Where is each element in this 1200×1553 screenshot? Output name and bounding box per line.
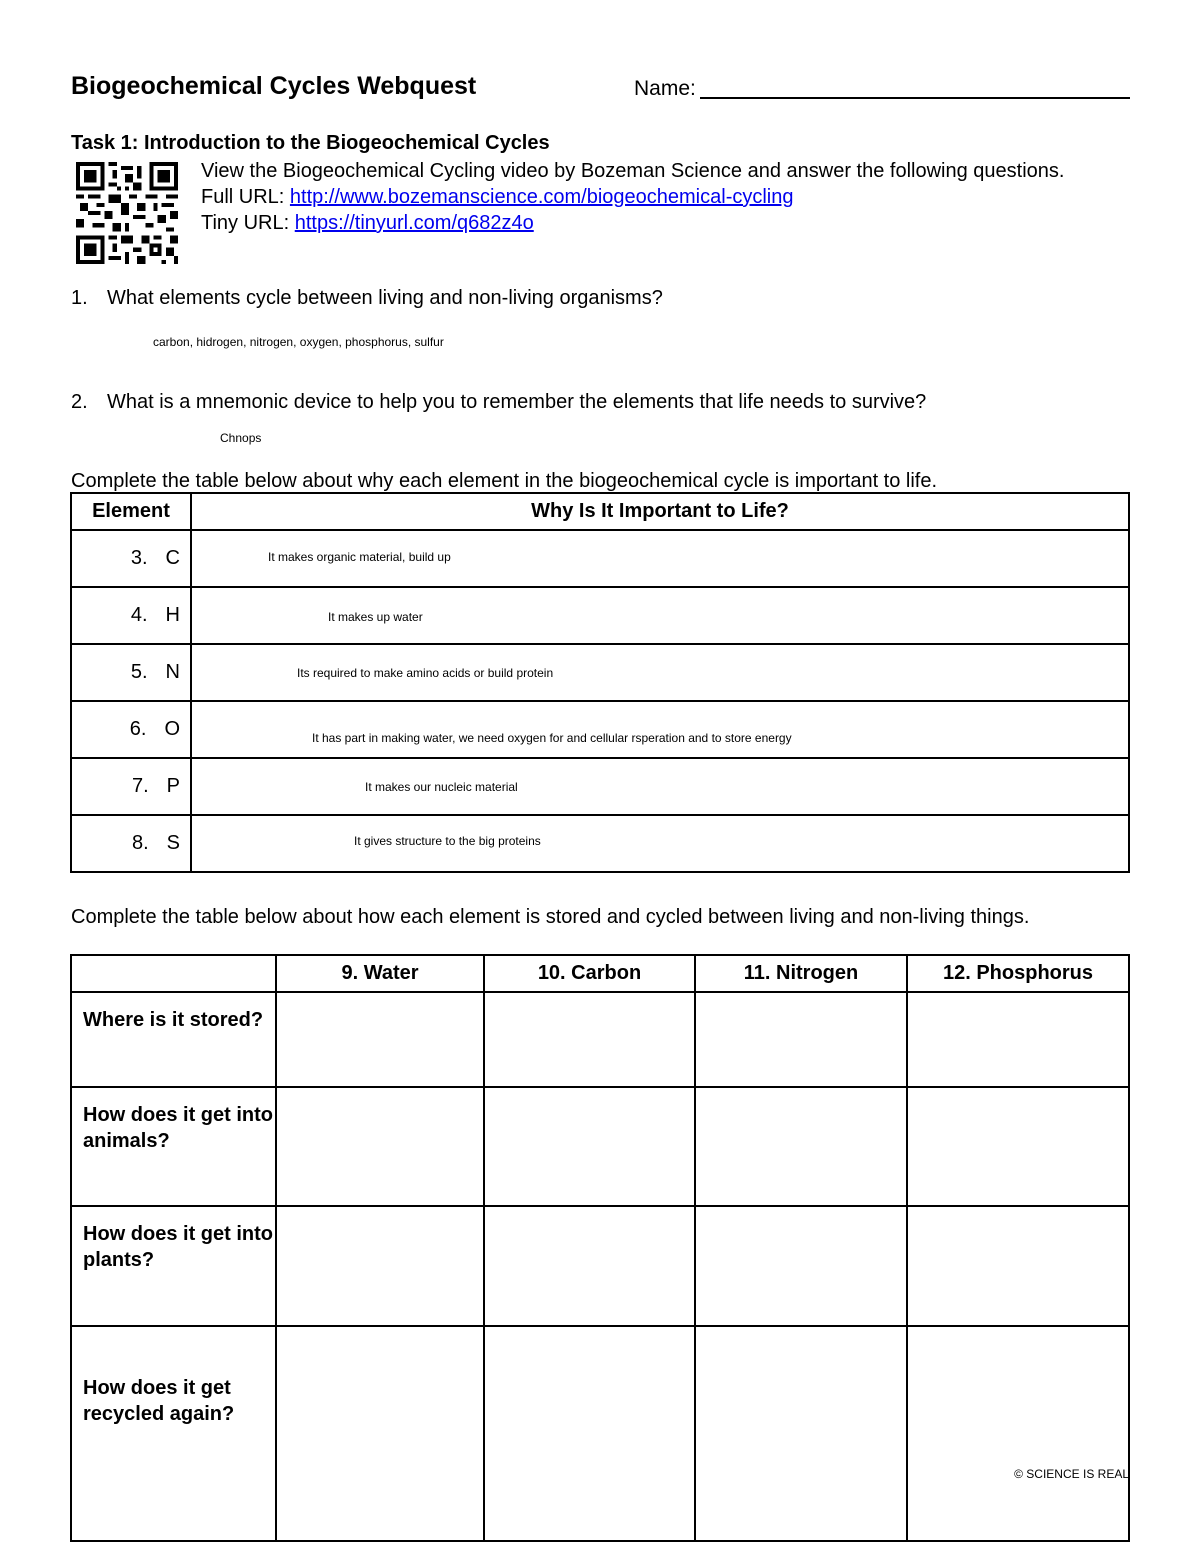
why-cell[interactable]: Its required to make amino acids or build protein [191,644,1129,701]
question-number: 2. [71,391,88,413]
cycles-table [70,954,1130,1542]
row-label: How does it get into plants? [71,1206,276,1326]
header-water: 9. Water [276,955,484,992]
table-row [71,992,1129,1087]
importance-table [70,492,1130,873]
name-label: Name: [634,77,696,100]
table-row [71,644,1129,701]
header-element: Element [71,493,191,530]
table-header-row [71,955,1129,992]
answer-cell[interactable] [695,1326,907,1541]
full-url-label: Full URL: [201,186,285,208]
header-carbon: 10. Carbon [484,955,695,992]
tiny-url-link[interactable]: https://tinyurl.com/q682z4o [294,212,534,234]
task-intro [201,158,1101,236]
element-cell: 8. S [71,815,191,872]
tiny-url-line [201,210,1101,236]
answer-1[interactable]: carbon, hidrogen, nitrogen, oxygen, phosphorus, sulfur [153,335,444,349]
tiny-url-label: Tiny URL: [201,212,290,234]
answer-cell[interactable] [276,1087,484,1206]
answer-2[interactable]: Chnops [220,431,262,445]
table-row [71,1087,1129,1206]
element-cell: 7. P [71,758,191,815]
answer-cell[interactable] [695,1206,907,1326]
element-cell: 5. N [71,644,191,701]
copyright-footer: © SCIENCE IS REAL [1014,1467,1129,1481]
answer-cell[interactable] [907,1206,1129,1326]
header-nitrogen: 11. Nitrogen [695,955,907,992]
answer-cell[interactable] [907,1326,1129,1541]
instruction-text: View the Biogeochemical Cycling video by Bozeman Science and answer the following questions. [201,160,1065,182]
answer-cell[interactable] [276,992,484,1087]
table2-intro: Complete the table below about how each element is stored and cycled between living and non-living things. [71,906,1030,928]
task-heading: Task 1: Introduction to the Biogeochemical Cycles [71,132,550,154]
header-blank [71,955,276,992]
question-text: What elements cycle between living and non-living organisms? [107,287,663,309]
question-2 [71,391,926,414]
header-phosphorus: 12. Phosphorus [907,955,1129,992]
why-cell[interactable]: It gives structure to the big proteins [191,815,1129,872]
element-cell: 3. C [71,530,191,587]
answer-cell[interactable] [695,992,907,1087]
answer-cell[interactable] [484,1206,695,1326]
element-cell: 4. H [71,587,191,644]
table-row [71,1206,1129,1326]
answer-cell[interactable] [276,1326,484,1541]
table-row [71,701,1129,758]
table-row [71,758,1129,815]
table1-intro: Complete the table below about why each element in the biogeochemical cycle is important to life. [71,470,938,492]
answer-cell[interactable] [907,992,1129,1087]
full-url-link[interactable]: http://www.bozemanscience.com/biogeochemical-cycling [289,186,794,208]
table-header-row [71,493,1129,530]
why-cell[interactable]: It has part in making water, we need oxygen for and cellular rsperation and to store energy [191,701,1129,758]
page-title: Biogeochemical Cycles Webquest [71,72,477,100]
row-label: How does it get into animals? [71,1087,276,1206]
element-cell: 6. O [71,701,191,758]
answer-cell[interactable] [695,1087,907,1206]
why-cell[interactable]: It makes up water [191,587,1129,644]
row-label: Where is it stored? [71,992,276,1087]
answer-cell[interactable] [907,1087,1129,1206]
table-row [71,1326,1129,1541]
question-text: What is a mnemonic device to help you to remember the elements that life needs to survive? [107,391,927,413]
why-cell[interactable]: It makes organic material, build up [191,530,1129,587]
full-url-line [201,184,1101,210]
answer-cell[interactable] [484,1087,695,1206]
table-row [71,815,1129,872]
row-label: How does it get recycled again? [71,1326,276,1541]
answer-cell[interactable] [484,1326,695,1541]
why-cell[interactable]: It makes our nucleic material [191,758,1129,815]
table-row [71,587,1129,644]
name-field[interactable] [700,97,1130,99]
answer-cell[interactable] [484,992,695,1087]
header-why: Why Is It Important to Life? [191,493,1129,530]
answer-cell[interactable] [276,1206,484,1326]
qr-code-image [76,162,178,264]
question-1 [71,287,663,310]
question-number: 1. [71,287,88,309]
table-row [71,530,1129,587]
